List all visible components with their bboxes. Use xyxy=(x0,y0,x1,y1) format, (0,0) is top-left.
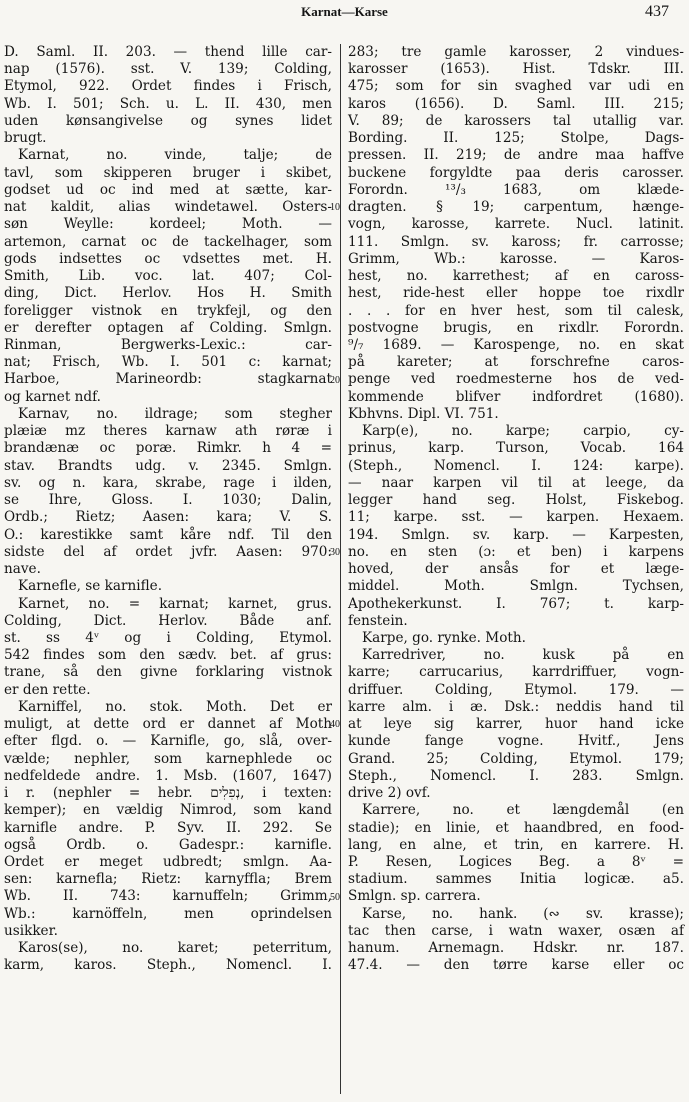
page-header xyxy=(0,0,689,30)
text-line: Apothekerkunst. I. 767; t. karp- xyxy=(348,595,684,612)
text-line: D. Saml. II. 203. — thend lille car- xyxy=(4,44,332,60)
text-line: usikker. xyxy=(4,922,58,939)
text-line: dragten. § 19; carpentum, hænge- xyxy=(348,199,684,216)
text-line: kunde fange vogne. Hvitf., Jens xyxy=(348,733,684,750)
text-line: 475; som for sin svaghed var udi en xyxy=(348,78,684,95)
text-line: karre alm. i æ. Dsk.: neddis hand til xyxy=(348,698,684,715)
text-line: Rinman, Bergwerks-Lexic.: car- xyxy=(4,336,332,353)
text-line: sen: karnefla; Rietz: karnyffla; Brem xyxy=(4,871,332,888)
text-line: hest, ride-hest eller hoppe toe rixdlr xyxy=(348,285,684,302)
text-line: st. ss 4ᵛ og i Colding, Etymol. xyxy=(4,629,332,646)
text-line: Steph., Nomencl. I. 283. Smlgn. xyxy=(348,767,684,784)
text-line: Karniffel, no. stok. Moth. Det er xyxy=(18,698,332,715)
text-line: 111. Smlgn. sv. kaross; fr. carrosse; xyxy=(348,233,684,250)
text-line: at leye sig karrer, huor hand icke xyxy=(348,716,684,733)
text-line: og karnet ndf. xyxy=(4,388,101,405)
text-line: 11; karpe. sst. — karpen. Hexaem. xyxy=(348,509,684,526)
running-head: Karnat—Karse xyxy=(301,4,388,19)
text-line: på kareter; at forschrefne caros- xyxy=(348,354,684,371)
text-line: karnifle andre. P. Syv. II. 292. Se xyxy=(4,819,332,836)
text-line: Forordn. ¹³/₃ 1683, om klæde- xyxy=(348,181,684,198)
text-line: Grimm, Wb.: karosse. — Karos- xyxy=(348,250,684,267)
text-line: muligt, at dette ord er dannet af Moth xyxy=(4,716,332,733)
text-line: nedfeldede andre. 1. Msb. (1607, 1647) xyxy=(4,767,332,784)
text-line: postvogne brugis, en rixdlr. Forordn. xyxy=(348,319,684,336)
text-line: karre; carrucarius, karrdriffuer, vogn- xyxy=(348,664,684,681)
text-line: 542 findes som den sædv. bet. af grus: xyxy=(4,647,332,664)
text-line: vogn, karosse, karrete. Nucl. latinit. xyxy=(348,216,684,233)
column-divider xyxy=(340,44,341,1094)
left-column xyxy=(4,44,332,975)
text-line: driffuer. Colding, Etymol. 179. — xyxy=(348,681,684,698)
text-line: Karpe, go. rynke. Moth. xyxy=(362,629,526,646)
text-line: tavl, som skipperen bruger i skibet, xyxy=(4,164,332,181)
line-number: 10 xyxy=(330,202,340,214)
text-line: er den rette. xyxy=(4,681,91,698)
text-line: plæiæ mz theres karnaw ath røræ i xyxy=(4,423,332,440)
text-line: prinus, karp. Turson, Vocab. 164 xyxy=(348,440,684,457)
right-column xyxy=(348,44,684,975)
text-line: Grand. 25; Colding, Etymol. 179; xyxy=(348,750,684,767)
text-line: Karos(se), no. karet; peterritum, xyxy=(18,940,332,957)
text-line: Ordet er meget udbredt; smlgn. Aa- xyxy=(4,854,332,871)
text-line: søn Weylle: kordeel; Moth. — xyxy=(4,216,332,233)
text-line: kemper); en vældig Nimrod, som kand xyxy=(4,802,332,819)
text-line: foreligger vistnok en trykfejl, og den xyxy=(4,302,332,319)
text-line: brandænæ oc poræ. Rimkr. h 4 = xyxy=(4,440,332,457)
text-line: (Steph., Nomencl. I. 124: karpe). xyxy=(348,457,684,474)
text-line: Karse, no. hank. (∾ sv. krasse); xyxy=(362,905,684,922)
text-line: . . . for en hver hest, som til calesk, xyxy=(348,302,684,319)
text-line: kommende blifver indfordret (1680). xyxy=(348,388,684,405)
text-line: Wb. I. 501; Sch. u. L. II. 430, men xyxy=(4,95,332,112)
text-line: Karnat, no. vinde, talje; de xyxy=(18,147,332,164)
text-line: se Ihre, Gloss. I. 1030; Dalin, xyxy=(4,492,332,509)
text-line: fenstein. xyxy=(348,612,408,629)
text-line: Wb.: karnöffeln, men oprindelsen xyxy=(4,905,332,922)
text-line: Etymol, 922. Ordet findes i Frisch, xyxy=(4,78,332,95)
text-line: Smlgn. sp. carrera. xyxy=(348,888,481,905)
text-line: karos (1656). D. Saml. III. 215; xyxy=(348,95,684,112)
text-line: godset ud oc ind med at sætte, kar- xyxy=(4,181,332,198)
text-line: Karnav, no. ildrage; som stegher xyxy=(18,405,332,422)
text-line: nap (1576). sst. V. 139; Colding, xyxy=(4,61,332,78)
text-line: karm, karos. Steph., Nomencl. I. xyxy=(4,957,332,974)
line-number: 30 xyxy=(330,546,340,558)
text-line: Harboe, Marineordb: stagkarnat xyxy=(4,371,332,388)
text-line: 194. Smlgn. sv. karp. — Karpesten, xyxy=(348,526,684,543)
text-line: Bording. II. 125; Stolpe, Dags- xyxy=(348,130,684,147)
text-line: Karnefle, se karnifle. xyxy=(18,578,163,595)
text-line: brugt. xyxy=(4,130,47,147)
text-line: legger hand seg. Holst, Fiskebog. xyxy=(348,492,684,509)
text-line: Ordb.; Rietz; Aasen: kara; V. S. xyxy=(4,509,332,526)
text-line: 47.4. — den tørre karse eller oc xyxy=(348,957,684,974)
text-line: lang, en alne, et trin, en karrere. H. xyxy=(348,836,684,853)
text-line: O.: karestikke samt kåre ndf. Til den xyxy=(4,526,332,543)
text-line: stadie); en linie, et haandbred, en food- xyxy=(348,819,684,836)
text-line: sidste del af ordet jvfr. Aasen: 970: xyxy=(4,543,332,560)
text-line: Colding, Dict. Herlov. Både anf. xyxy=(4,612,332,629)
text-line: nave. xyxy=(4,561,41,578)
line-number: 20 xyxy=(330,374,340,386)
text-line: hanum. Arnemagn. Hdskr. nr. 187. xyxy=(348,940,684,957)
text-line: nat kaldit, alias windetawel. Osters- xyxy=(4,199,332,216)
text-line: gods indsettes oc vdsettes met. H. xyxy=(4,250,332,267)
line-number: 50 xyxy=(330,891,340,903)
text-line: pressen. II. 219; de andre maa haffve xyxy=(348,147,684,164)
text-line: uden kønsangivelse og synes lidet xyxy=(4,112,332,129)
text-line: artemon, carnat oc de tackelhager, som xyxy=(4,233,332,250)
page-number: 437 xyxy=(645,3,669,20)
text-line: penge ved roedmesterne hos de ved- xyxy=(348,371,684,388)
text-line: nat; Frisch, Wb. I. 501 c: karnat; xyxy=(4,354,332,371)
text-line: tac then carse, i watn waxer, osæn af xyxy=(348,922,684,939)
text-line: stav. Brandts udg. v. 2345. Smlgn. xyxy=(4,457,332,474)
text-line: Karredriver, no. kusk på en xyxy=(362,647,684,664)
text-line: buckene forgyldte paa deris carosser. xyxy=(348,164,684,181)
text-line: hoved, der ansås for et læge- xyxy=(348,561,684,578)
text-line: sv. og n. kara, skrabe, rage i ilden, xyxy=(4,474,332,491)
text-line: middel. Moth. Smlgn. Tychsen, xyxy=(348,578,684,595)
text-line: Kbhvns. Dipl. VI. 751. xyxy=(348,405,499,422)
text-line: også Ordb. o. Gadespr.: karnifle. xyxy=(4,836,332,853)
text-line: er derefter optagen af Colding. Smlgn. xyxy=(4,319,332,336)
text-line: V. 89; de karossers tal utallig var. xyxy=(348,112,684,129)
text-line: i r. (nephler = hebr. נְפִלִים, i texten: xyxy=(4,785,333,802)
text-line: trane, så den givne forklaring vistnok xyxy=(4,664,332,681)
text-line: ding, Dict. Herlov. Hos H. Smith xyxy=(4,285,332,302)
text-line: Karnet, no. = karnat; karnet, grus. xyxy=(18,595,332,612)
line-number: 40 xyxy=(330,719,340,731)
text-line: — naar karpen vil til at leege, da xyxy=(348,474,684,491)
text-line: vælde; nephler, som karnephlede oc xyxy=(4,750,332,767)
text-line: Karp(e), no. karpe; carpio, cy- xyxy=(362,423,684,440)
text-line: drive 2) ovf. xyxy=(348,785,431,802)
text-line: 283; tre gamle karosser, 2 vindues- xyxy=(348,44,684,60)
text-line: stadium. sammes Initia logicæ. a5. xyxy=(348,871,684,888)
text-line: Smith, Lib. voc. lat. 407; Col- xyxy=(4,268,332,285)
text-line: ⁹/₇ 1689. — Karospenge, no. en skat xyxy=(348,336,684,353)
text-line: no. en sten (ɔ: et ben) i karpens xyxy=(348,543,684,560)
text-line: Wb. II. 743: karnuffeln; Grimm, xyxy=(4,888,332,905)
text-line: karosser (1653). Hist. Tdskr. III. xyxy=(348,61,684,78)
text-line: efter flgd. o. — Karnifle, go, slå, over- xyxy=(4,733,332,750)
text-line: hest, no. karrethest; af en caross- xyxy=(348,268,684,285)
text-line: Karrere, no. et længdemål (en xyxy=(362,802,684,819)
text-line: P. Resen, Logices Beg. a 8ᵛ = xyxy=(348,854,684,871)
